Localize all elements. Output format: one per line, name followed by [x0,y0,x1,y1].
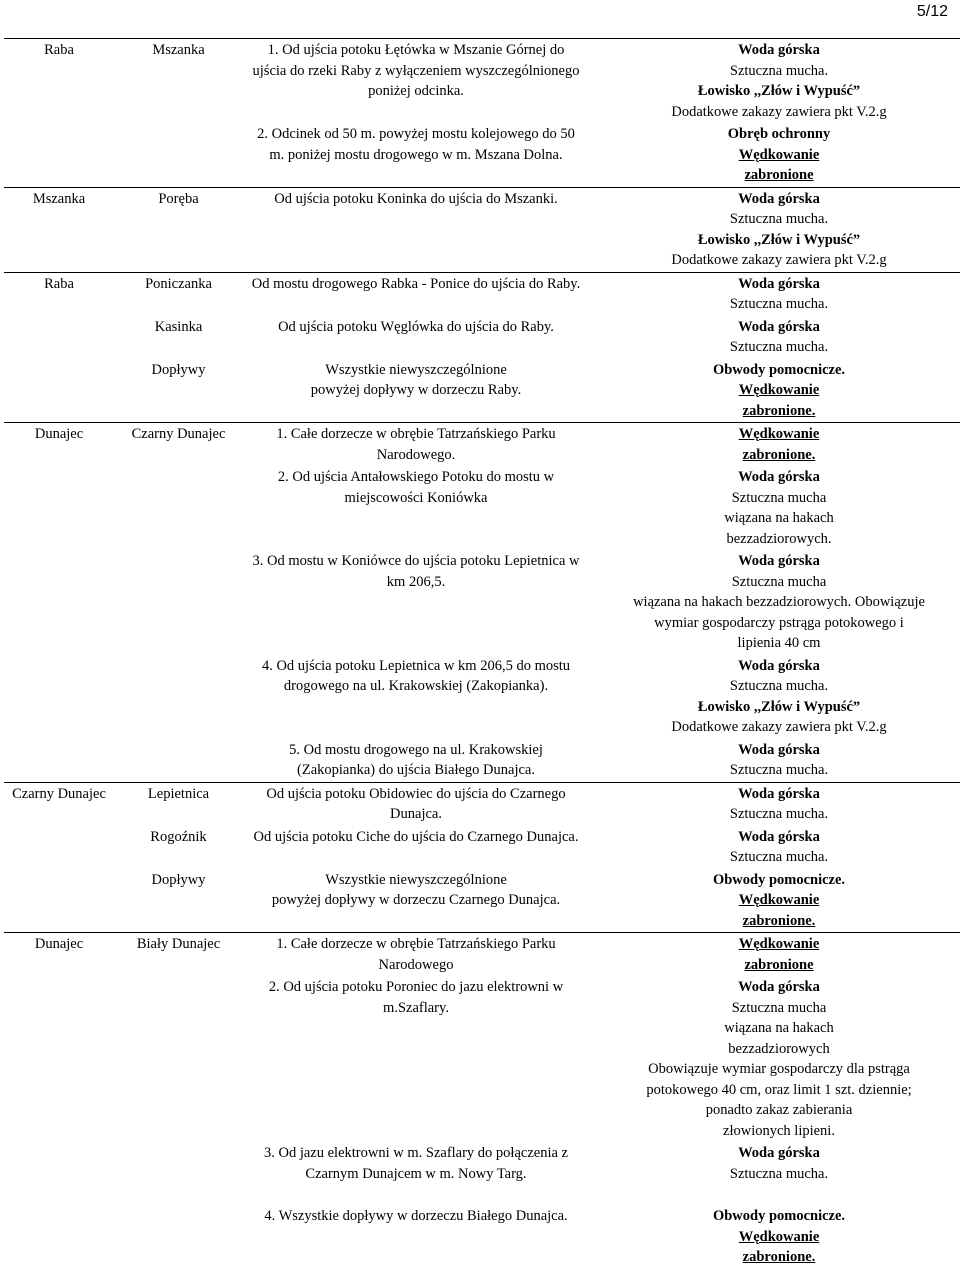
regulation-text-line: Woda górska [738,741,820,758]
river-cell [4,359,114,423]
regulation-text-line: Woda górska [738,979,820,995]
regulation-text-line: Wędkowanie [738,892,820,908]
table-row [4,655,960,739]
section-text-line: 4. Od ujścia potoku Lepietnica w km 206,5 do mostu [261,657,571,674]
section-text-line: 3. Od mostu w Koniówce do ujścia potoku Lepietnica w [252,553,580,569]
section-cell [243,976,589,1142]
river-cell [4,655,114,739]
section-text-line: poniżej odcinka. [368,83,464,99]
table-row [4,316,960,359]
river-cell [4,1205,114,1269]
river-cell [4,123,114,187]
regulation-cell [589,466,960,550]
table-row [4,976,960,1142]
regulation-text-line: Sztuczna mucha. [729,1165,829,1182]
section-text-line: powyżej dopływy w dorzeczu Czarnego Dunajca. [271,892,561,908]
regulation-cell [589,933,960,977]
table-row [4,423,960,467]
section-text-line: Narodowego [378,956,454,973]
regulation-text-line: Wędkowanie [738,936,820,952]
regulation-text-line: zabronione. [742,1249,816,1265]
table-row [4,933,960,977]
river-cell [4,1142,114,1205]
table-row [4,272,960,316]
regulation-text-line: Woda górska [738,785,820,802]
river-cell [4,187,114,272]
tributary-name: Poręba [158,190,199,207]
regulation-text-line: Obręb ochronny [727,126,831,142]
section-cell [243,826,589,869]
regulation-text-line: Wędkowanie [738,146,820,163]
section-text-line: m. poniżej mostu drogowego w m. Mszana Dolna. [269,146,563,163]
section-text-line: 1. Całe dorzecze w obrębie Tatrzańskiego Parku [276,426,556,442]
river-name: Czarny Dunajec [12,785,106,802]
tributary-name: Dopływy [151,871,206,888]
regulation-text-line: zabronione [744,167,814,183]
table-row [4,123,960,187]
section-text-line: ujścia do rzeki Raby z wyłączeniem wyszczególnionego [252,62,580,79]
section-text-line: 3. Od jazu elektrowni w m. Szaflary do połączenia z [264,1145,568,1161]
regulation-text-line: Woda górska [738,42,820,58]
regulation-cell [589,1205,960,1269]
tributary-name: Kasinka [154,318,203,335]
section-text-line: Wszystkie niewyszczególnione [325,361,507,378]
regulation-cell [589,826,960,869]
section-text-line: Od ujścia potoku Węglówka do ujścia do Raby. [278,318,554,335]
tributary-cell [114,933,243,977]
section-text-line: 4. Wszystkie dopływy w dorzeczu Białego Dunajca. [264,1208,568,1224]
row-spacer [245,1018,587,1038]
regulation-cell [589,423,960,467]
tributary-cell [114,39,243,124]
regulation-text-line: Sztuczna mucha. [729,849,829,865]
regulation-text-line: lipienia 40 cm [737,635,821,651]
section-cell [243,782,589,826]
section-text-line: Wszystkie niewyszczególnione [325,871,507,888]
river-cell [4,423,114,467]
tributary-cell [114,826,243,869]
regulation-cell [589,123,960,187]
section-text-line: 2. Odcinek od 50 m. powyżej mostu kolejowego do 50 [257,126,575,142]
section-text-line: 2. Od ujścia potoku Poroniec do jazu elektrowni w [268,979,564,995]
tributary-cell [114,359,243,423]
regulation-cell [589,550,960,655]
section-text-line: drogowego na ul. Krakowskiej (Zakopianka). [283,678,549,694]
regulation-text-line: zabronione. [742,446,816,463]
regulation-text-line: Sztuczna mucha [731,573,827,590]
river-name: Dunajec [34,426,84,442]
row-spacer [245,592,587,612]
regulation-cell [589,976,960,1142]
regulation-text-line: Sztuczna mucha. [729,296,829,312]
section-text-line: 5. Od mostu drogowego na ul. Krakowskiej [289,741,543,758]
river-cell [4,739,114,783]
section-text-line: Od mostu drogowego Rabka - Ponice do ujścia do Raby. [251,275,581,292]
regulation-text-line: Dodatkowe zakazy zawiera pkt V.2.g [671,719,887,735]
regulation-cell [589,272,960,316]
section-text-line: Od ujścia potoku Obidowiec do ujścia do Czarnego [266,785,566,802]
river-name: Dunajec [34,936,84,952]
regulation-cell [589,39,960,124]
regulation-text-line: Sztuczna mucha. [729,806,829,822]
regulation-text-line: Obwody pomocnicze. [712,1208,846,1224]
table-row [4,359,960,423]
tributary-cell [114,187,243,272]
regulation-text-line: Woda górska [738,657,820,674]
section-text-line: m.Szaflary. [383,999,449,1016]
tributary-name: Mszanka [152,42,205,58]
tributary-name: Dopływy [151,361,206,378]
tributary-cell [114,782,243,826]
river-cell [4,976,114,1142]
section-cell [243,272,589,316]
regulation-text-line: Sztuczna mucha. [729,62,829,79]
river-name: Raba [44,42,74,58]
table-row [4,826,960,869]
regulation-text-line: Sztuczna mucha. [729,762,829,778]
regulation-cell [589,187,960,272]
regulation-text-line: Dodatkowe zakazy zawiera pkt V.2.g [671,252,887,268]
tributary-cell [114,976,243,1142]
regulation-text-line: Woda górska [738,828,820,845]
section-cell [243,550,589,655]
regulation-text-line: Woda górska [738,553,820,569]
tributary-cell [114,423,243,467]
table-row [4,466,960,550]
regulation-text-line: Sztuczna mucha. [729,339,829,355]
regulation-cell [589,359,960,423]
regulation-text-line: Obwody pomocnicze. [712,871,846,888]
section-text-line: 1. Całe dorzecze w obrębie Tatrzańskiego Parku [276,936,556,952]
section-text-line: (Zakopianka) do ujścia Białego Dunajca. [297,762,535,778]
section-text-line: km 206,5. [386,573,446,590]
regulation-text-line: Woda górska [738,275,820,292]
river-cell [4,466,114,550]
river-name: Raba [44,275,74,292]
table-row [4,1205,960,1269]
tributary-name: Lepietnica [147,785,210,802]
section-text-line: 1. Od ujścia potoku Łętówka w Mszanie Górnej do [267,42,565,58]
regulation-text-line: Sztuczna mucha [731,999,827,1016]
section-text-line: Od ujścia potoku Ciche do ujścia do Czarnego Dunajca. [253,828,579,845]
tributary-name: Rogoźnik [150,828,207,845]
section-cell [243,187,589,272]
tributary-cell [114,466,243,550]
tributary-cell [114,869,243,933]
regulation-cell [589,739,960,783]
section-text-line: Od ujścia potoku Koninka do ujścia do Mszanki. [274,190,558,207]
regulations-table [4,38,960,1269]
tributary-name: Poniczanka [145,275,212,292]
regulation-text-line: potokowego 40 cm, oraz limit 1 szt. dziennie; [646,1081,912,1098]
table-row [4,1142,960,1205]
regulation-text-line: Obwody pomocnicze. [712,361,846,378]
river-cell [4,826,114,869]
section-cell [243,739,589,783]
section-cell [243,655,589,739]
regulation-text-line: ponadto zakaz zabierania [705,1102,853,1118]
regulation-text-line: Wędkowanie [738,426,820,442]
regulation-text-line: Woda górska [738,190,820,207]
section-cell [243,316,589,359]
river-cell [4,39,114,124]
regulation-text-line: złowionych lipieni. [723,1122,835,1139]
tributary-cell [114,123,243,187]
regulation-cell [589,316,960,359]
row-spacer [245,697,587,717]
regulation-text-line: bezzadziorowych. [726,530,832,547]
section-text-line: powyżej dopływy w dorzeczu Raby. [310,382,522,398]
regulation-text-line: zabronione [744,956,814,973]
section-text-line: 2. Od ujścia Antałowskiego Potoku do mostu w [277,469,555,485]
section-text-line: Czarnym Dunajcem w m. Nowy Targ. [305,1165,527,1182]
section-cell [243,359,589,423]
page-number: 5/12 [916,3,948,20]
regulation-text-line: wymiar gospodarczy pstrąga potokowego i [654,614,904,631]
river-cell [4,316,114,359]
tributary-cell [114,739,243,783]
regulation-text-line: zabronione. [742,912,816,929]
regulation-text-line: Woda górska [738,1145,820,1161]
table-row [4,39,960,124]
river-cell [4,782,114,826]
river-cell [4,869,114,933]
table-row [4,187,960,272]
table-row [4,869,960,933]
river-cell [4,933,114,977]
regulation-text-line: Sztuczna mucha. [729,211,829,227]
regulation-text-line: wiązana na hakach [724,1020,834,1036]
regulation-text-line: Dodatkowe zakazy zawiera pkt V.2.g [671,103,887,120]
table-row [4,782,960,826]
tributary-name: Czarny Dunajec [131,426,226,442]
section-cell [243,1205,589,1269]
regulation-text-line: Sztuczna mucha. [729,678,829,694]
regulation-text-line: Woda górska [738,318,820,335]
tributary-name: Biały Dunajec [136,936,221,952]
row-spacer [245,1184,587,1204]
regulation-text-line: Obowiązuje wymiar gospodarczy dla pstrąga [648,1061,910,1077]
tributary-cell [114,1205,243,1269]
section-text-line: Narodowego. [376,446,456,463]
regulation-text-line: Łowisko ,,Złów i Wypuść” [697,231,861,248]
section-cell [243,933,589,977]
regulation-text-line: bezzadziorowych [728,1040,830,1057]
regulation-cell [589,782,960,826]
regulation-text-line: zabronione. [742,402,816,419]
tributary-cell [114,316,243,359]
tributary-cell [114,550,243,655]
section-cell [243,466,589,550]
regulation-cell [589,1142,960,1205]
regulation-text-line: Łowisko ,,Złów i Wypuść” [697,698,861,715]
tributary-cell [114,272,243,316]
regulation-text-line: Wędkowanie [738,1228,820,1245]
river-cell [4,550,114,655]
regulation-text-line: Wędkowanie [738,382,820,398]
tributary-cell [114,655,243,739]
regulation-text-line: Woda górska [738,469,820,485]
river-cell [4,272,114,316]
section-cell [243,39,589,124]
section-cell [243,869,589,933]
regulation-text-line: wiązana na hakach bezzadziorowych. Obowiązuje [633,594,925,610]
section-text-line: miejscowości Koniówka [344,489,488,506]
regulation-cell [589,655,960,739]
tributary-cell [114,1142,243,1205]
regulation-cell [589,869,960,933]
section-cell [243,423,589,467]
table-row [4,739,960,783]
table-row [4,550,960,655]
section-text-line: Dunajca. [390,806,442,822]
regulation-text-line: wiązana na hakach [724,510,834,526]
river-name: Mszanka [32,190,86,207]
regulation-text-line: Sztuczna mucha [731,489,827,506]
section-cell [243,123,589,187]
regulation-text-line: Łowisko ,,Złów i Wypuść” [697,83,861,99]
section-cell [243,1142,589,1205]
regulations-table-body [4,39,960,1269]
